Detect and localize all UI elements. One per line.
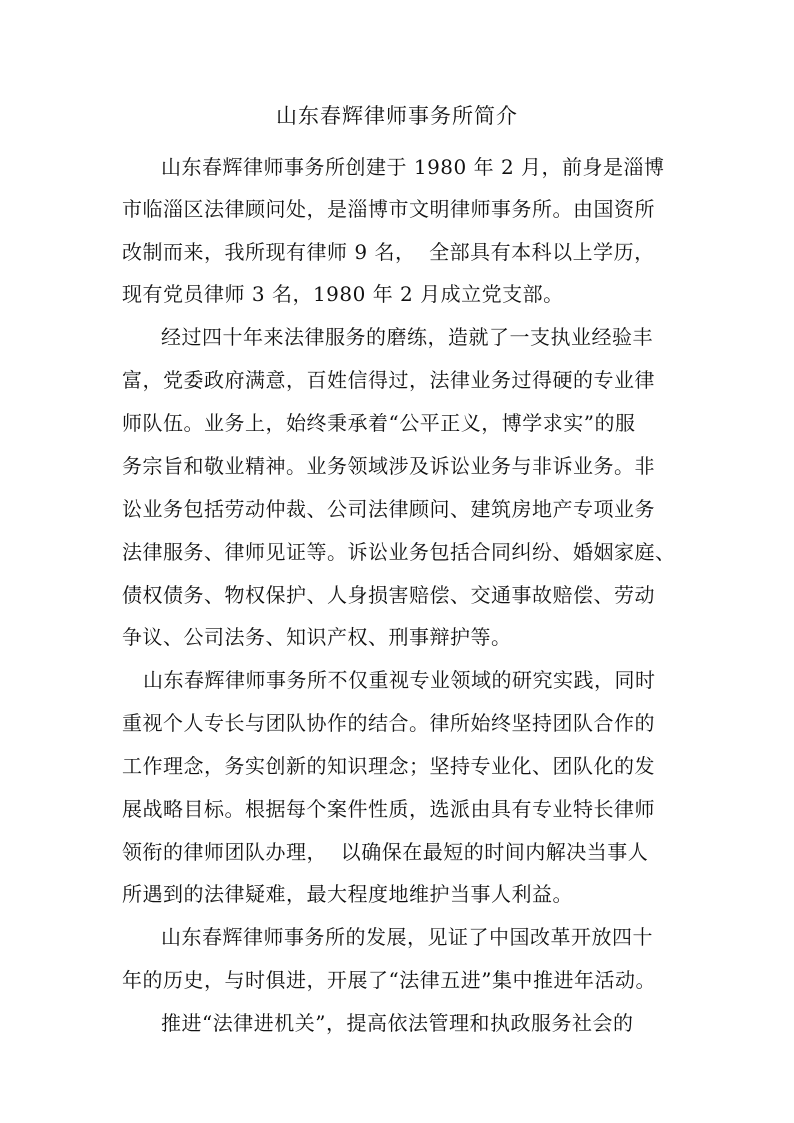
- paragraph-line: 山东春辉律师事务所不仅重视专业领域的研究实践，同时: [143, 668, 656, 692]
- paragraph-line: 所遇到的法律疑难，最大程度地维护当事人利益。: [122, 882, 573, 906]
- paragraph-line: 改制而来，我所现有律师 9 名， 全部具有本科以上学历，: [122, 240, 655, 264]
- paragraph-line: 重视个人专长与团队协作的结合。律所始终坚持团队合作的: [122, 711, 655, 735]
- paragraph-line: 富，党委政府满意，百姓信得过，法律业务过得硬的专业律: [122, 368, 655, 392]
- paragraph-line: 领衔的律师团队办理， 以确保在最短的时间内解决当事人: [122, 840, 649, 864]
- paragraph-line: 经过四十年来法律服务的磨练，造就了一支执业经验丰: [161, 325, 653, 349]
- paragraph-line: 债权债务、物权保护、人身损害赔偿、交通事故赔偿、劳动: [122, 583, 655, 607]
- paragraph-line: 师队伍。业务上，始终秉承着“公平正义，博学求实”的服: [122, 411, 636, 435]
- paragraph-line: 争议、公司法务、知识产权、刑事辩护等。: [122, 625, 512, 649]
- paragraph-line: 年的历史，与时俱进，开展了“法律五进”集中推进年活动。: [122, 968, 656, 992]
- paragraph-line: 市临淄区法律顾问处，是淄博市文明律师事务所。由国资所: [122, 197, 655, 221]
- paragraph-line: 法律服务、律师见证等。诉讼业务包括合同纠纷、婚姻家庭、: [122, 540, 676, 564]
- document-title: 山东春辉律师事务所简介: [276, 104, 518, 128]
- paragraph-line: 务宗旨和敬业精神。业务领域涉及诉讼业务与非诉业务。非: [122, 454, 655, 478]
- paragraph-line: 山东春辉律师事务所的发展，见证了中国改革开放四十: [161, 925, 653, 949]
- paragraph-line: 工作理念，务实创新的知识理念；坚持专业化、团队化的发: [122, 754, 655, 778]
- paragraph-line: 山东春辉律师事务所创建于 1980 年 2 月，前身是淄博: [161, 155, 665, 179]
- paragraph-line: 推进“法律进机关”，提高依法管理和执政服务社会的: [161, 1011, 634, 1035]
- paragraph-line: 展战略目标。根据每个案件性质，选派由具有专业特长律师: [122, 797, 655, 821]
- paragraph-line: 现有党员律师 3 名，1980 年 2 月成立党支部。: [122, 282, 564, 306]
- paragraph-line: 讼业务包括劳动仲裁、公司法律顾问、建筑房地产专项业务: [122, 497, 655, 521]
